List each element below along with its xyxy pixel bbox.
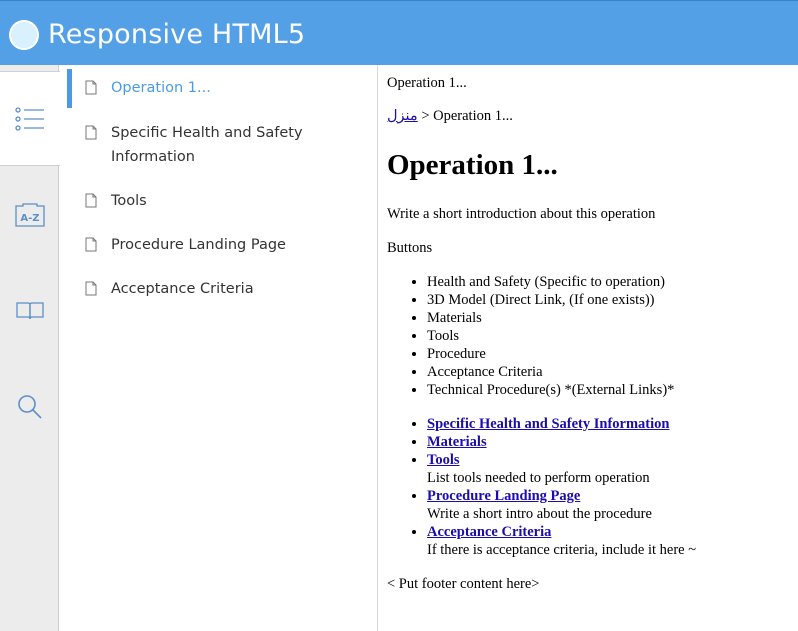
index-tab[interactable] <box>0 167 59 262</box>
link-note: Write a short intro about the procedure <box>427 506 652 522</box>
buttons-list <box>427 273 674 399</box>
toc-item-operation-1[interactable] <box>67 69 367 108</box>
book-icon <box>15 300 45 322</box>
toc-tab[interactable] <box>0 71 60 166</box>
list-icon <box>15 107 45 131</box>
list-item: • Technical Procedure(s) *(External Links)* <box>427 381 674 399</box>
a-z-icon <box>15 203 45 227</box>
list-item <box>427 487 696 523</box>
footer-text: < Put footer content here> <box>387 576 540 592</box>
breadcrumb-separator: > <box>417 108 434 124</box>
toc-item-acceptance-criteria[interactable] <box>67 277 367 301</box>
svg-text:A-Z: A-Z <box>19 212 40 224</box>
list-item <box>427 523 696 559</box>
list-item: • 3D Model (Direct Link, (If one exists)) <box>427 291 674 309</box>
topic-content <box>387 65 795 631</box>
toc-item-label: Acceptance Criteria <box>111 281 254 297</box>
link-health-safety[interactable]: Specific Health and Safety Information <box>427 416 670 432</box>
link-note: If there is acceptance criteria, include it here ~ <box>427 542 697 558</box>
logo-icon <box>9 20 39 50</box>
link-acceptance-criteria[interactable]: Acceptance Criteria <box>427 524 552 540</box>
list-item: • Acceptance Criteria <box>427 363 674 381</box>
toc-item-label: Operation 1... <box>111 80 211 96</box>
link-materials[interactable]: Materials <box>427 434 487 450</box>
toc-item-label: Tools <box>111 193 147 209</box>
list-item: • Procedure <box>427 345 674 363</box>
toc-panel <box>60 65 378 631</box>
app-header <box>0 0 798 65</box>
breadcrumb <box>387 107 513 125</box>
glossary-tab[interactable] <box>0 263 59 358</box>
search-tab[interactable] <box>0 359 59 454</box>
list-item: • Materials <box>427 309 674 327</box>
list-item <box>427 415 696 433</box>
list-item: • Health and Safety (Specific to operation) <box>427 273 674 291</box>
intro-text: Write a short introduction about this operation <box>387 206 656 222</box>
toc-item-label: Procedure Landing Page <box>111 237 286 253</box>
toc-item-health-safety[interactable] <box>67 121 367 169</box>
search-icon <box>16 393 44 421</box>
toc-item-tools[interactable] <box>67 189 367 213</box>
document-icon <box>85 80 97 95</box>
document-icon <box>85 193 97 208</box>
app-title: Responsive HTML5 <box>48 18 306 50</box>
links-list <box>427 415 696 559</box>
link-note: List tools needed to perform operation <box>427 470 650 486</box>
document-icon <box>85 237 97 252</box>
toc-item-procedure-landing[interactable] <box>67 233 367 257</box>
list-item <box>427 451 696 487</box>
list-item <box>427 433 696 451</box>
link-tools[interactable]: Tools <box>427 452 460 468</box>
buttons-label: Buttons <box>387 240 433 256</box>
document-icon <box>85 125 97 140</box>
breadcrumb-current: Operation 1... <box>433 108 513 124</box>
link-procedure-landing[interactable]: Procedure Landing Page <box>427 488 581 504</box>
nav-rail <box>0 65 59 631</box>
breadcrumb-home-link[interactable]: منزل <box>387 108 418 124</box>
document-icon <box>85 281 97 296</box>
list-item: • Tools <box>427 327 674 345</box>
page-title: Operation 1... <box>387 149 558 181</box>
toc-item-label: Specific Health and Safety Information <box>111 125 303 165</box>
topic-header-text: Operation 1... <box>387 75 467 91</box>
